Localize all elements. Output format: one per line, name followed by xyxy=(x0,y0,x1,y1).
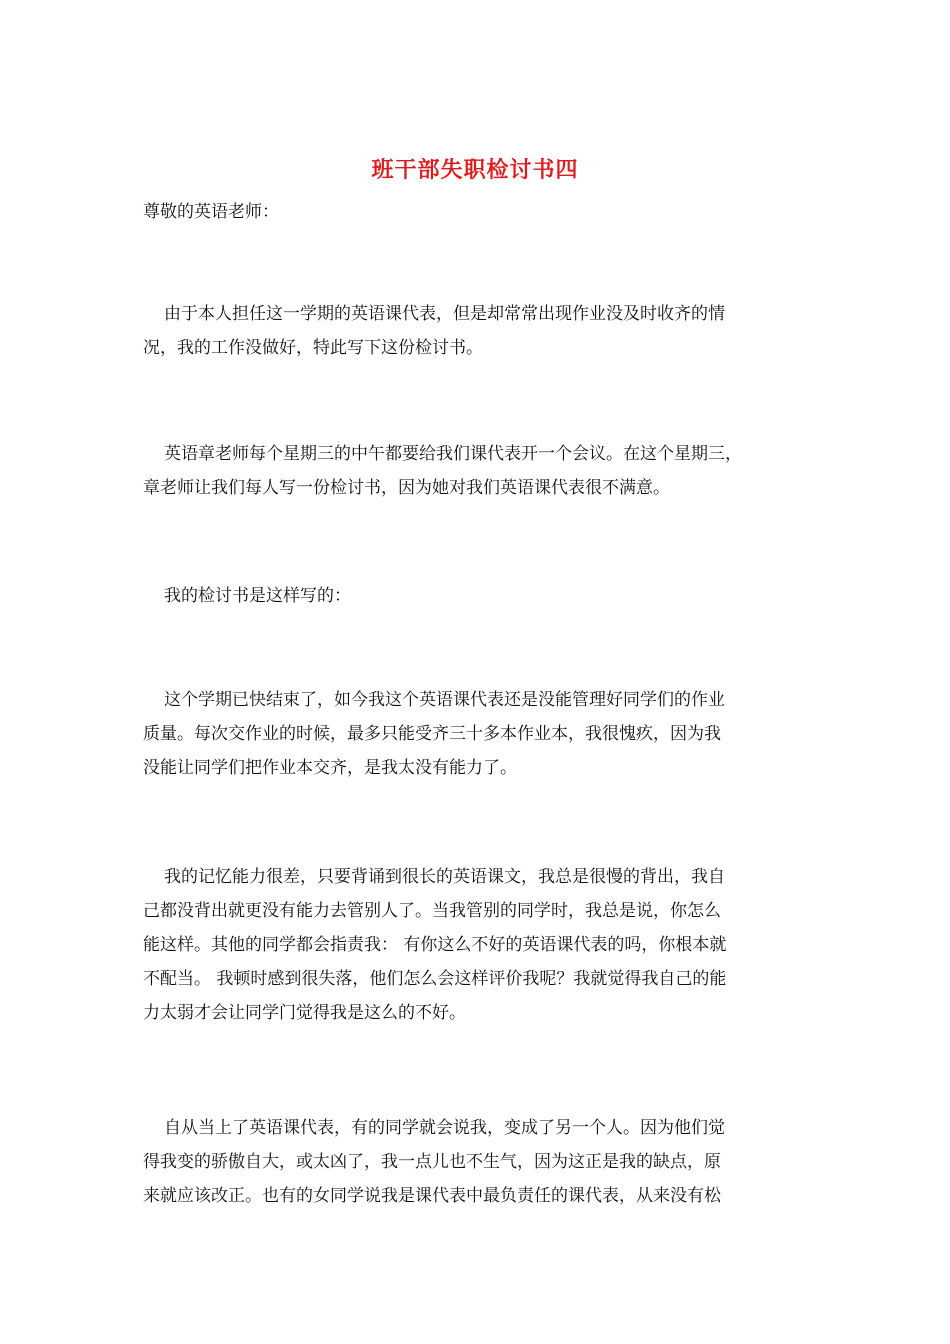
paragraph-line: 我的记忆能力很差，只要背诵到很长的英语课文，我总是很慢的背出，我自 xyxy=(164,867,725,887)
paragraph xyxy=(143,683,808,785)
paragraph xyxy=(143,860,808,1030)
salutation: 尊敬的英语老师： xyxy=(143,202,279,222)
paragraph-line: 英语章老师每个星期三的中午都要给我们课代表开一个会议。在这个星期三， xyxy=(164,444,742,464)
paragraph-line: 由于本人担任这一学期的英语课代表，但是却常常出现作业没及时收齐的情 xyxy=(164,304,725,324)
paragraph-line: 质量。每次交作业的时候，最多只能受齐三十多本作业本，我很愧疚，因为我 xyxy=(143,724,721,744)
paragraph-line: 能这样。其他的同学都会指责我： 有你这么不好的英语课代表的吗，你根本就 xyxy=(143,935,727,955)
paragraph-line: 力太弱才会让同学门觉得我是这么的不好。 xyxy=(143,1003,466,1023)
paragraph-line: 没能让同学们把作业本交齐，是我太没有能力了。 xyxy=(143,758,517,778)
paragraph-line: 自从当上了英语课代表，有的同学就会说我，变成了另一个人。因为他们觉 xyxy=(164,1118,725,1138)
paragraph xyxy=(143,297,808,365)
paragraph-line: 我的检讨书是这样写的： xyxy=(164,586,351,606)
paragraph-line: 得我变的骄傲自大，或太凶了，我一点儿也不生气，因为这正是我的缺点，原 xyxy=(143,1152,721,1172)
paragraph-line: 来就应该改正。也有的女同学说我是课代表中最负责任的课代表，从来没有松 xyxy=(143,1186,721,1206)
paragraph-line: 己都没背出就更没有能力去管别人了。当我管别的同学时，我总是说，你怎么 xyxy=(143,901,721,921)
paragraph-line: 不配当。 我顿时感到很失落，他们怎么会这样评价我呢？我就觉得我自己的能 xyxy=(143,969,727,989)
paragraph xyxy=(143,579,808,613)
paragraph xyxy=(143,1111,808,1213)
paragraph-line: 章老师让我们每人写一份检讨书，因为她对我们英语课代表很不满意。 xyxy=(143,478,670,498)
paragraph xyxy=(143,437,808,505)
paragraph-line: 况，我的工作没做好，特此写下这份检讨书。 xyxy=(143,338,483,358)
paragraph-line: 这个学期已快结束了，如今我这个英语课代表还是没能管理好同学们的作业 xyxy=(164,690,725,710)
document-title: 班干部失职检讨书四 xyxy=(371,157,579,183)
